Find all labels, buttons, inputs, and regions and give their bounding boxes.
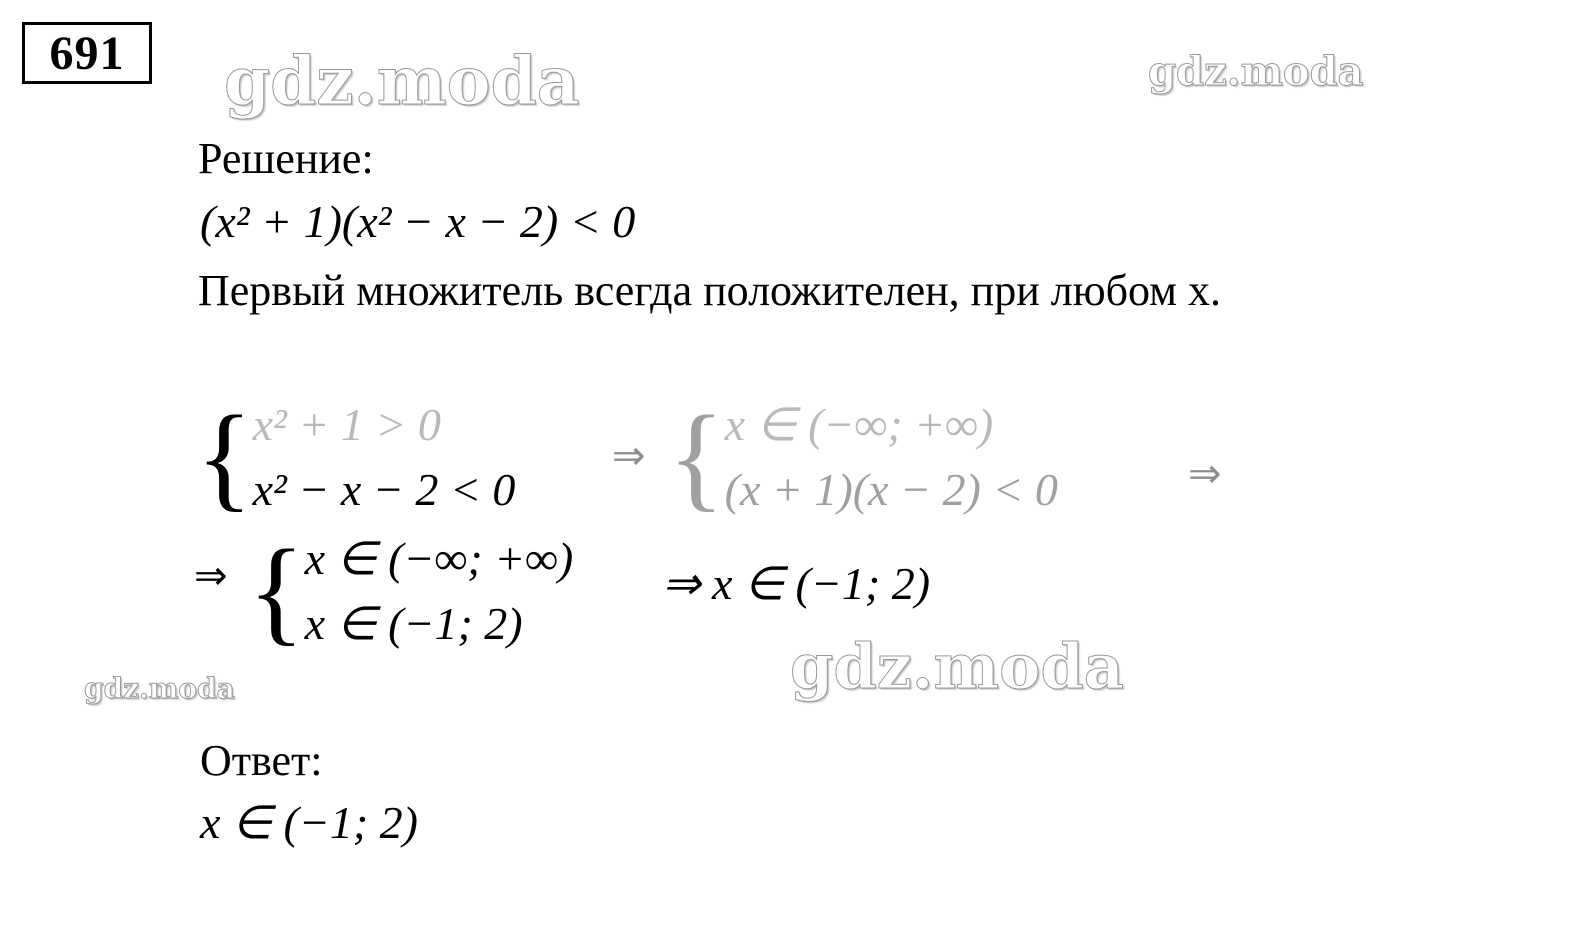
system-3-row-2: x ∈ (−1; 2) xyxy=(304,598,523,650)
left-brace-icon: { xyxy=(668,391,725,523)
exercise-number-box xyxy=(22,22,152,84)
system-2 xyxy=(668,392,1058,523)
left-brace-icon: { xyxy=(196,391,253,523)
system-3 xyxy=(248,526,573,657)
answer-label: Ответ: xyxy=(200,736,323,785)
answer-value: x ∈ (−1; 2) xyxy=(200,797,418,848)
watermark-top-right: gdz.moda xyxy=(1148,48,1364,95)
implication-arrow-3: ⇒ xyxy=(194,553,228,598)
system-3-row-1: x ∈ (−∞; +∞) xyxy=(304,533,574,584)
main-inequality: (x² + 1)(x² − x − 2) < 0 xyxy=(200,196,636,247)
watermark-top-left: gdz.moda xyxy=(224,42,580,120)
implication-arrow-1: ⇒ xyxy=(612,433,646,478)
exercise-number-text: 691 xyxy=(49,26,125,80)
implication-arrow-2: ⇒ xyxy=(1188,451,1222,496)
system-1-row-2: x² − x − 2 < 0 xyxy=(252,464,516,516)
system-2-row-1: x ∈ (−∞; +∞) xyxy=(724,399,994,450)
final-result: ⇒ x ∈ (−1; 2) xyxy=(662,558,931,609)
system-2-row-2: (x + 1)(x − 2) < 0 xyxy=(724,464,1058,516)
first-factor-note: Первый множитель всегда положителен, при любом x. xyxy=(198,266,1221,315)
system-1-row-1: x² + 1 > 0 xyxy=(252,399,441,450)
left-brace-icon: { xyxy=(248,525,305,657)
watermark-middle: gdz.moda xyxy=(790,630,1124,703)
watermark-bottom-left: gdz.moda xyxy=(84,672,235,705)
solution-label: Решение: xyxy=(198,134,374,183)
system-1 xyxy=(196,392,515,523)
